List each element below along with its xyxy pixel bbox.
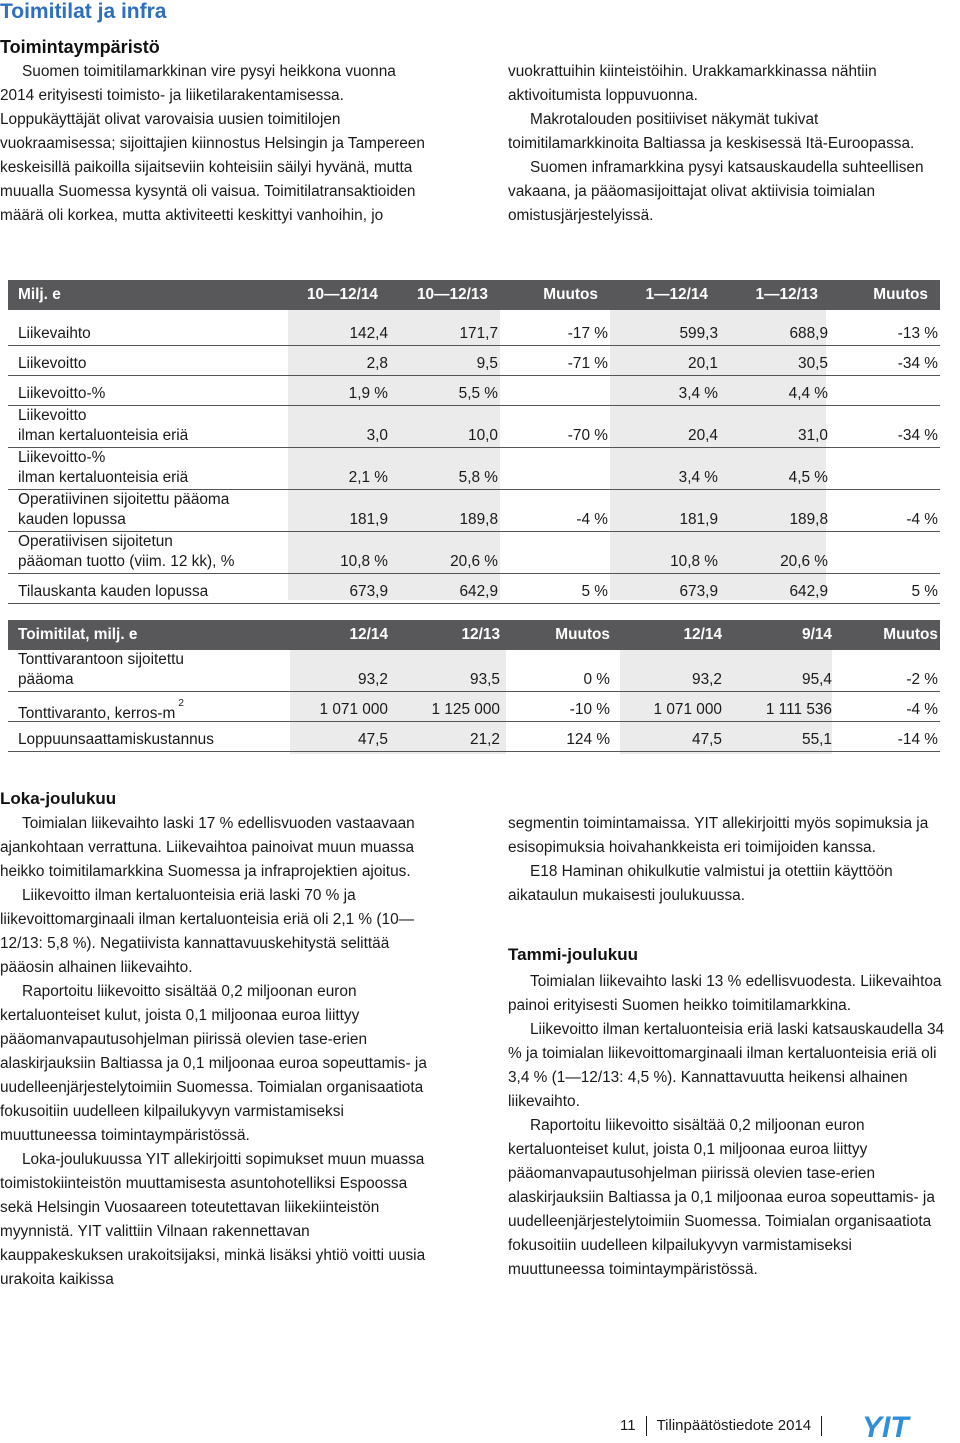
table-cell: 189,8 (789, 511, 828, 528)
paragraph: E18 Haminan ohikulkutie valmistui ja otettiin käyttöön aikataulun mukaisesti joulukuussa. (508, 863, 893, 904)
table-cell: 4,4 % (788, 385, 828, 402)
row-label (18, 448, 188, 488)
table-cell: 10,0 (468, 427, 498, 444)
table-cell: 181,9 (349, 511, 388, 528)
header-cell: Muutos (555, 626, 610, 643)
paragraph: Toimialan liikevaihto laski 13 % edellisvuodesta. Liikevaihtoa painoi erityisesti Suomen heikko toimitilamarkkina. (508, 973, 942, 1014)
table-cell: 1,9 % (348, 385, 388, 402)
header-cell: Toimitilat, milj. e (18, 626, 138, 643)
paragraph: Suomen toimitilamarkkinan vire pysyi heikkona vuonna 2014 erityisesti toimisto- ja liiketilarakentamisessa. Loppukäyttäjät olivat varovaisia uusien toimitilojen vuokraamisessa; sijoittajien kiinnostus Helsingin ja Tampereen keskeisillä paikoilla sijaitseviin kohteisiin säilyi hyvänä, mutta muualla Suomessa kysyntä oli vaisua. Toimitilatransaktioiden määrä oli korkea, mutta aktiviteetti keskittyi vanhoihin, jo (0, 63, 425, 224)
table-row (8, 406, 940, 448)
table-row (8, 650, 940, 692)
row-label (18, 354, 86, 374)
row-label-line: Operatiivisen sijoitetun (18, 533, 173, 550)
table-cell: 171,7 (459, 325, 498, 342)
header-cell: 10—12/14 (306, 286, 378, 303)
top-left-column (0, 60, 430, 228)
header-cell: 9/14 (802, 626, 832, 643)
table-cell: -71 % (567, 355, 608, 372)
row-label-line: Tonttivarantoon sijoitettu (18, 651, 184, 668)
table-header (8, 280, 940, 310)
table-cell: 124 % (566, 731, 610, 748)
paragraph: Toimialan liikevaihto laski 17 % edellisvuoden vastaavaan ajankohtaan verrattuna. Liikevaihtoa painoivat muun muassa heikko toimitilamarkkina Suomessa ja infraprojektien ajoitus. (0, 815, 415, 880)
table-cell: -4 % (576, 511, 608, 528)
loka-left-column (0, 812, 430, 1292)
header-cell: Milj. e (18, 286, 61, 303)
row-label (18, 650, 184, 690)
row-label-line: Liikevoitto (18, 407, 87, 424)
table-cell: 688,9 (789, 325, 828, 342)
table-cell: 4,5 % (788, 469, 828, 486)
table-cell: -14 % (897, 731, 938, 748)
table-row (8, 376, 940, 406)
table-cell: 189,8 (459, 511, 498, 528)
table-cell: 47,5 (358, 731, 388, 748)
section-heading-toimintaymparisto: Toimintaympäristö (0, 37, 160, 57)
paragraph: Liikevoitto ilman kertaluonteisia eriä laski 70 % ja liikevoittomarginaali ilman kertaluonteisia eriä oli 2,1 % (10—12/13: 5,8 %). Negatiivista kannattavuuskehitystä selittää pääosin alhainen liikevaihto. (0, 887, 415, 976)
table-cell: 1 071 000 (653, 701, 722, 718)
table-cell: 30,5 (798, 355, 828, 372)
table-cell: 3,4 % (678, 385, 718, 402)
header-cell: 12/14 (349, 626, 388, 643)
table-cell: 1 111 536 (765, 701, 832, 718)
table-row (8, 448, 940, 490)
header-cell: Muutos (883, 626, 938, 643)
table-row (8, 346, 940, 376)
table-cell: 9,5 (476, 355, 498, 372)
row-label-line: Liikevaihto (18, 325, 91, 342)
row-label-line: ilman kertaluonteisia eriä (18, 427, 189, 444)
row-label (18, 730, 214, 750)
table-cell: 93,2 (358, 671, 388, 688)
row-label-line: pääoman tuotto (viim. 12 kk), % (18, 553, 235, 570)
table-cell: 5 % (581, 583, 608, 600)
logo-text: YIT (862, 1412, 909, 1440)
table-row (8, 532, 940, 574)
table-cell: 47,5 (692, 731, 722, 748)
table-cell: 21,2 (470, 731, 500, 748)
header-cell: 1—12/13 (755, 286, 818, 303)
section-heading-loka-joulukuu: Loka-joulukuu (0, 789, 117, 808)
paragraph: Raportoitu liikevoitto sisältää 0,2 miljoonan euron kertaluonteiset kulut, joista 0,1 miljoonaa euroa liittyy pääomanvapautusohjelman piirissä olevien tase-erien alaskirjauksiin Baltiassa ja 0,1 miljoonaa euroa sopeuttamis- ja uudelleenjärjestelytoimiin Suomessa. Toimialan organisaatiota fokusoitiin uudelleen kilpailukyvyn varmistamiseksi muuttuneessa toimintaympäristössä. (508, 1117, 935, 1278)
table-row (8, 574, 940, 604)
table-cell: 0 % (583, 671, 610, 688)
row-label-line: Operatiivinen sijoitettu pääoma (18, 491, 230, 508)
table-cell: 5,8 % (458, 469, 498, 486)
header-cell: Muutos (873, 286, 928, 303)
header-cell: Muutos (543, 286, 598, 303)
row-label (18, 532, 234, 572)
table-row (8, 692, 940, 722)
table-cell: 55,1 (802, 731, 832, 748)
table-row (8, 490, 940, 532)
table-cell: 31,0 (798, 427, 828, 444)
paragraph: Liikevoitto ilman kertaluonteisia eriä laski katsauskaudella 34 % ja toimialan liikevoittomarginaali ilman kertaluonteisia eriä oli 3,4 % (1—12/13: 4,5 %). Kannattavuutta heikensi alhainen liikevaihto. (508, 1021, 945, 1110)
row-label (18, 406, 188, 446)
table-row (8, 722, 940, 752)
table-cell: 95,4 (802, 671, 832, 688)
header-cell: 12/14 (683, 626, 722, 643)
table-cell: 5,5 % (458, 385, 498, 402)
table-header (8, 620, 940, 650)
table-cell: 642,9 (459, 583, 498, 600)
row-label (18, 384, 105, 404)
paragraph: segmentin toimintamaissa. YIT allekirjoitti myös sopimuksia ja esisopimuksia hoivahankkeista eri toimijoiden kanssa. (508, 815, 929, 856)
row-label-line: Loppuunsaattamiskustannus (18, 731, 214, 748)
page-title: Toimitilat ja infra (0, 0, 167, 23)
table-cell: 20,1 (688, 355, 718, 372)
table-cell: -4 % (906, 511, 938, 528)
row-label-line: Tonttivaranto, kerros-$m^2$ (18, 698, 184, 723)
row-label-line: pääoma (18, 671, 74, 688)
table-cell: 93,5 (470, 671, 500, 688)
table-cell: 5 % (911, 583, 938, 600)
header-cell: 1—12/14 (645, 286, 708, 303)
header-cell: 10—12/13 (416, 286, 488, 303)
table-cell: -70 % (567, 427, 608, 444)
table-cell: 2,1 % (348, 469, 388, 486)
row-label-line: kauden lopussa (18, 511, 126, 528)
row-label-line: ilman kertaluonteisia eriä (18, 469, 189, 486)
table-cell: 1 125 000 (431, 701, 500, 718)
table-cell: -13 % (897, 325, 938, 342)
section-heading-tammi-joulukuu: Tammi-joulukuu (508, 945, 639, 964)
table-cell: -4 % (906, 701, 938, 718)
row-label-line: Liikevoitto-% (18, 449, 106, 466)
table-cell: 10,8 % (340, 553, 388, 570)
paragraph: Makrotalouden positiiviset näkymät tukivat toimitilamarkkinoita Baltiassa ja keskisessä Itä-Euroopassa. (508, 111, 915, 152)
row-label (18, 582, 208, 602)
financials-table (8, 280, 940, 600)
premises-table (8, 620, 940, 754)
yit-logo (860, 1412, 956, 1440)
table-cell: -34 % (897, 427, 938, 444)
table-cell: -2 % (906, 671, 938, 688)
table-cell: 20,6 % (450, 553, 498, 570)
table-cell: 3,4 % (678, 469, 718, 486)
table-cell: 673,9 (679, 583, 718, 600)
table-cell: 10,8 % (670, 553, 718, 570)
paragraph: Loka-joulukuussa YIT allekirjoitti sopimukset muun muassa toimistokiinteistön muuttamisesta asuntohotelliksi Espoossa sekä Helsingin Vuosaareen toteutettavan liikekiinteistön myynnistä. YIT valittiin Vilnaan rakennettavan kauppakeskuksen urakoitsijaksi, minkä lisäksi yhtiö voitti uusia urakoita kaikissa (0, 1151, 426, 1288)
tammi-column (508, 970, 948, 1282)
paragraph: Raportoitu liikevoitto sisältää 0,2 miljoonan euron kertaluonteiset kulut, joista 0,1 miljoonaa euroa liittyy pääomanvapautusohjelman piirissä olevien tase-erien alaskirjauksiin Baltiassa ja 0,1 miljoonaa euroa sopeuttamis- ja uudelleenjärjestelytoimiin Suomessa. Toimialan organisaatiota fokusoitiin uudelleen kilpailukyvyn varmistamiseksi muuttuneessa toimintaympäristössä. (0, 983, 427, 1144)
page-footer (620, 1416, 832, 1436)
row-label-line: Liikevoitto-% (18, 385, 106, 402)
row-label (18, 324, 91, 344)
table-cell: 142,4 (349, 325, 388, 342)
table-cell: 93,2 (692, 671, 722, 688)
footer-divider (821, 1416, 822, 1436)
row-label-line: Liikevoitto (18, 355, 87, 372)
paragraph: Suomen inframarkkina pysyi katsauskaudella suhteellisen vakaana, ja pääomasijoittajat olivat aktiivisia toimialan omistusjärjestelyissä. (508, 159, 924, 224)
page-number: 11 (620, 1417, 636, 1434)
loka-right-column (508, 812, 948, 908)
row-label-line: Tilauskanta kauden lopussa (18, 583, 209, 600)
table-cell: 673,9 (349, 583, 388, 600)
table-cell: -17 % (567, 325, 608, 342)
table-cell: 20,4 (688, 427, 718, 444)
table-cell: 1 071 000 (319, 701, 388, 718)
footer-divider (646, 1416, 647, 1436)
row-label (18, 700, 184, 724)
table-cell: 181,9 (679, 511, 718, 528)
table-cell: 642,9 (789, 583, 828, 600)
table-cell: 599,3 (679, 325, 718, 342)
table-cell: -34 % (897, 355, 938, 372)
paragraph: vuokrattuihin kiinteistöihin. Urakkamarkkinassa nähtiin aktivoitumista loppuvuonna. (508, 63, 877, 104)
superscript: 2 (178, 698, 184, 709)
table-row (8, 316, 940, 346)
table-cell: -10 % (569, 701, 610, 718)
document-title: Tilinpäätöstiedote 2014 (656, 1417, 812, 1434)
header-cell: 12/13 (461, 626, 500, 643)
table-cell: 2,8 (366, 355, 388, 372)
row-label (18, 490, 229, 530)
table-cell: 3,0 (366, 427, 388, 444)
table-cell: 20,6 % (780, 553, 828, 570)
top-right-column (508, 60, 948, 228)
